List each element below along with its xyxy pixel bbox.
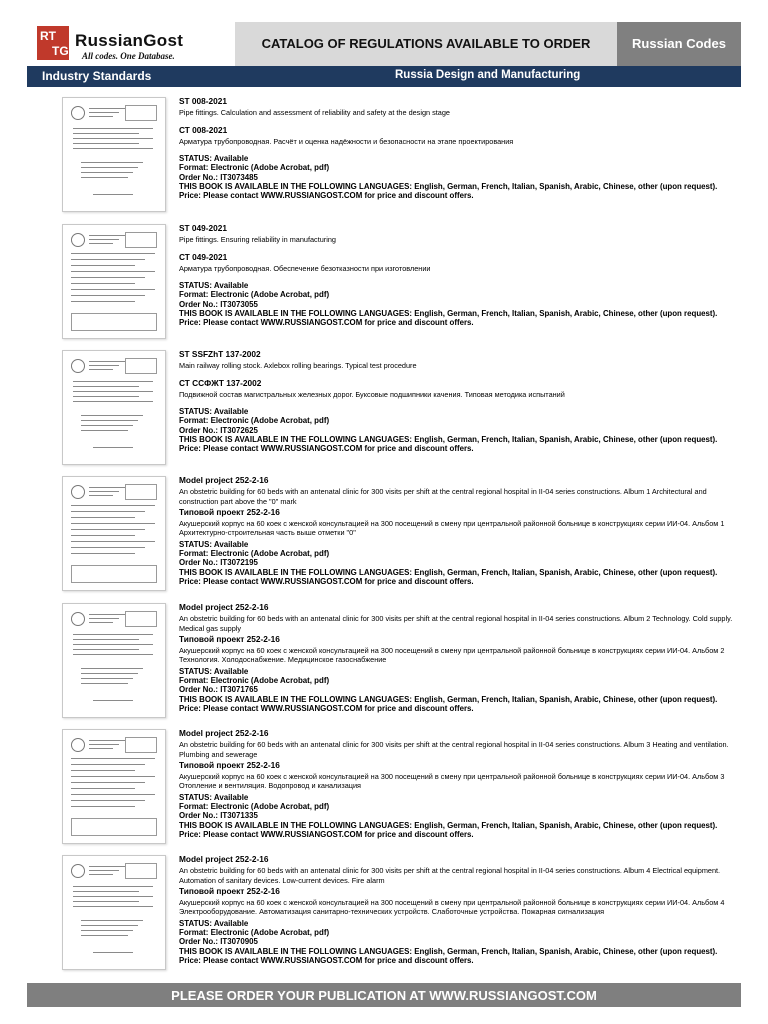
catalog-entry	[62, 224, 742, 344]
entry-format: Format: Electronic (Adobe Acrobat, pdf)	[179, 549, 330, 559]
codes-label: Russian Codes	[632, 36, 726, 51]
entry-languages: THIS BOOK IS AVAILABLE IN THE FOLLOWING LANGUAGES: English, German, French, Italian, Spanish, Arabic, Chinese, other (upon request).	[179, 435, 718, 445]
entry-info	[179, 855, 742, 965]
entry-price: Price: Please contact WWW.RUSSIANGOST.COM for price and discount offers.	[179, 318, 474, 328]
entry-format: Format: Electronic (Adobe Acrobat, pdf)	[179, 802, 330, 812]
catalog-entry	[62, 97, 742, 217]
entry-price: Price: Please contact WWW.RUSSIANGOST.COM for price and discount offers.	[179, 703, 474, 713]
entry-desc-ru: Подвижной состав магистральных железных дорог. Буксовые подшипники качения. Типовая методика испытаний	[179, 389, 565, 399]
entry-order-number: Order No.: IT3072195	[179, 558, 258, 568]
logo[interactable]	[27, 22, 235, 66]
entry-info	[179, 603, 742, 713]
entry-code-ru: СТ 049-2021	[179, 251, 228, 262]
entry-desc-ru: Акушерский корпус на 60 коек с женской консультацией на 300 посещений в смену при центральной районной больнице в конструкциях серии ИИ-04. Альбом 4 Электрооборудование. Автоматизация санитарно-технических устройств. Слаботочные устройства. Пожарная сигнализация	[179, 898, 725, 917]
entry-order-number: Order No.: IT3071335	[179, 811, 258, 821]
entry-languages: THIS BOOK IS AVAILABLE IN THE FOLLOWING LANGUAGES: English, German, French, Italian, Spanish, Arabic, Chinese, other (upon request).	[179, 946, 718, 956]
entry-status: STATUS: Available	[179, 281, 249, 291]
catalog-title: CATALOG OF REGULATIONS AVAILABLE TO ORDER	[261, 36, 591, 51]
document-cover-thumbnail[interactable]	[62, 603, 166, 718]
entry-desc-en: An obstetric building for 60 beds with an antenatal clinic for 300 visits per shift at the central regional hospital in II-04 series constructions. Album 3 Heating and ventilation. Plumbing and sewerage	[179, 740, 729, 759]
entry-languages: THIS BOOK IS AVAILABLE IN THE FOLLOWING LANGUAGES: English, German, French, Italian, Spanish, Arabic, Chinese, other (upon request).	[179, 694, 718, 704]
section-left-label: Industry Standards	[42, 69, 152, 83]
entry-code-ru: СТ ССФЖТ 137-2002	[179, 377, 262, 388]
section-right-label: Russia Design and Manufacturing	[395, 69, 581, 81]
entry-languages: THIS BOOK IS AVAILABLE IN THE FOLLOWING LANGUAGES: English, German, French, Italian, Spanish, Arabic, Chinese, other (upon request).	[179, 567, 718, 577]
entry-format: Format: Electronic (Adobe Acrobat, pdf)	[179, 928, 330, 938]
entry-order-number: Order No.: IT3070905	[179, 937, 258, 947]
entry-order-number: Order No.: IT3073485	[179, 172, 258, 182]
order-footer[interactable]	[27, 983, 741, 1007]
entry-desc-en: An obstetric building for 60 beds with an antenatal clinic for 300 visits per shift at the central regional hospital in II-04 series constructions. Album 1 Architectural and construction part above the "0" mark	[179, 487, 707, 506]
entry-desc-en: An obstetric building for 60 beds with an antenatal clinic for 300 visits per shift at the central regional hospital in II-04 series constructions. Album 2 Technology. Cold supply. Medical gas supply	[179, 614, 733, 633]
section-bar	[27, 66, 741, 87]
entry-info	[179, 476, 742, 586]
entry-status: STATUS: Available	[179, 407, 249, 417]
entry-languages: THIS BOOK IS AVAILABLE IN THE FOLLOWING LANGUAGES: English, German, French, Italian, Spanish, Arabic, Chinese, other (upon request).	[179, 820, 718, 830]
entry-order-number: Order No.: IT3071765	[179, 685, 258, 695]
entry-desc-ru: Акушерский корпус на 60 коек с женской консультацией на 300 посещений в смену при центральной районной больнице в конструкциях серии ИИ-04. Альбом 1 Архитектурно-строительная часть выше отметки "0"	[179, 519, 725, 538]
entry-format: Format: Electronic (Adobe Acrobat, pdf)	[179, 676, 330, 686]
entry-desc-ru: Арматура трубопроводная. Расчёт и оценка надёжности и безопасности на этапе проектирования	[179, 136, 514, 146]
entry-format: Format: Electronic (Adobe Acrobat, pdf)	[179, 163, 330, 173]
rtg-logo-mark	[37, 26, 69, 60]
catalog-entry	[62, 729, 742, 849]
entry-desc-ru: Арматура трубопроводная. Обеспечение безотказности при изготовлении	[179, 263, 431, 273]
entry-order-number: Order No.: IT3072625	[179, 425, 258, 435]
document-cover-thumbnail[interactable]	[62, 855, 166, 970]
entry-info	[179, 224, 742, 328]
entry-price: Price: Please contact WWW.RUSSIANGOST.COM for price and discount offers.	[179, 576, 474, 586]
entry-status: STATUS: Available	[179, 154, 249, 164]
catalog-entry	[62, 350, 742, 470]
catalog-entry	[62, 476, 742, 596]
entry-code-en: ST 008-2021	[179, 96, 227, 106]
document-cover-thumbnail[interactable]	[62, 224, 166, 339]
entry-code-ru: Типовой проект 252-2-16	[179, 506, 280, 517]
entry-desc-ru: Акушерский корпус на 60 коек с женской консультацией на 300 посещений в смену при центральной районной больнице в конструкциях серии ИИ-04. Альбом 2 Технология. Холодоснабжение. Медицинское газоснабжение	[179, 646, 725, 665]
document-cover-thumbnail[interactable]	[62, 476, 166, 591]
entry-format: Format: Electronic (Adobe Acrobat, pdf)	[179, 290, 330, 300]
page-header	[27, 22, 741, 66]
entry-status: STATUS: Available	[179, 792, 249, 802]
entry-desc-en: An obstetric building for 60 beds with an antenatal clinic for 300 visits per shift at the central regional hospital in II-04 series constructions. Album 4 Electrical equipment. Automation of sanitary devices. Low-current devices. Fire alarm	[179, 866, 721, 885]
logo-initials-top: RT	[40, 29, 56, 43]
logo-name: RussianGost	[75, 31, 184, 50]
catalog-entry	[62, 603, 742, 723]
entry-status: STATUS: Available	[179, 918, 249, 928]
logo-tagline: All codes. One Database.	[82, 51, 175, 61]
catalog-entry	[62, 855, 742, 975]
footer-text: PLEASE ORDER YOUR PUBLICATION AT WWW.RUSSIANGOST.COM	[171, 988, 597, 1003]
catalog-title-box	[235, 22, 617, 66]
entry-desc-en: Pipe fittings. Ensuring reliability in manufacturing	[179, 235, 336, 245]
entry-price: Price: Please contact WWW.RUSSIANGOST.COM for price and discount offers.	[179, 444, 474, 454]
entry-desc-en: Main railway rolling stock. Axlebox rolling bearings. Typical test procedure	[179, 361, 417, 371]
entry-code-ru: Типовой проект 252-2-16	[179, 633, 280, 644]
document-cover-thumbnail[interactable]	[62, 97, 166, 212]
document-cover-thumbnail[interactable]	[62, 350, 166, 465]
entry-code-ru: Типовой проект 252-2-16	[179, 885, 280, 896]
entry-desc-en: Pipe fittings. Calculation and assessment of reliability and safety at the design stage	[179, 108, 450, 118]
entry-order-number: Order No.: IT3073055	[179, 299, 258, 309]
entry-info	[179, 729, 742, 839]
entry-code-en: Model project 252-2-16	[179, 475, 269, 485]
logo-initials-bottom: TG	[52, 44, 69, 58]
entry-price: Price: Please contact WWW.RUSSIANGOST.COM for price and discount offers.	[179, 191, 474, 201]
entry-info	[179, 97, 742, 201]
document-cover-thumbnail[interactable]	[62, 729, 166, 844]
entry-code-en: Model project 252-2-16	[179, 602, 269, 612]
entry-code-en: Model project 252-2-16	[179, 728, 269, 738]
entry-languages: THIS BOOK IS AVAILABLE IN THE FOLLOWING LANGUAGES: English, German, French, Italian, Spanish, Arabic, Chinese, other (upon request).	[179, 309, 718, 319]
entry-code-en: ST 049-2021	[179, 223, 227, 233]
entry-code-ru: Типовой проект 252-2-16	[179, 759, 280, 770]
codes-label-box	[617, 22, 741, 66]
entry-desc-ru: Акушерский корпус на 60 коек с женской консультацией на 300 посещений в смену при центральной районной больнице в конструкциях серии ИИ-04. Альбом 3 Отопление и вентиляция. Водопровод и канализация	[179, 772, 725, 791]
entry-price: Price: Please contact WWW.RUSSIANGOST.COM for price and discount offers.	[179, 955, 474, 965]
entry-status: STATUS: Available	[179, 539, 249, 549]
entry-status: STATUS: Available	[179, 666, 249, 676]
entry-code-en: ST SSFZhT 137-2002	[179, 349, 261, 359]
entry-format: Format: Electronic (Adobe Acrobat, pdf)	[179, 416, 330, 426]
entry-price: Price: Please contact WWW.RUSSIANGOST.COM for price and discount offers.	[179, 829, 474, 839]
entry-languages: THIS BOOK IS AVAILABLE IN THE FOLLOWING LANGUAGES: English, German, French, Italian, Spanish, Arabic, Chinese, other (upon request).	[179, 182, 718, 192]
entry-code-ru: СТ 008-2021	[179, 124, 228, 135]
entry-info	[179, 350, 742, 454]
entry-code-en: Model project 252-2-16	[179, 854, 269, 864]
